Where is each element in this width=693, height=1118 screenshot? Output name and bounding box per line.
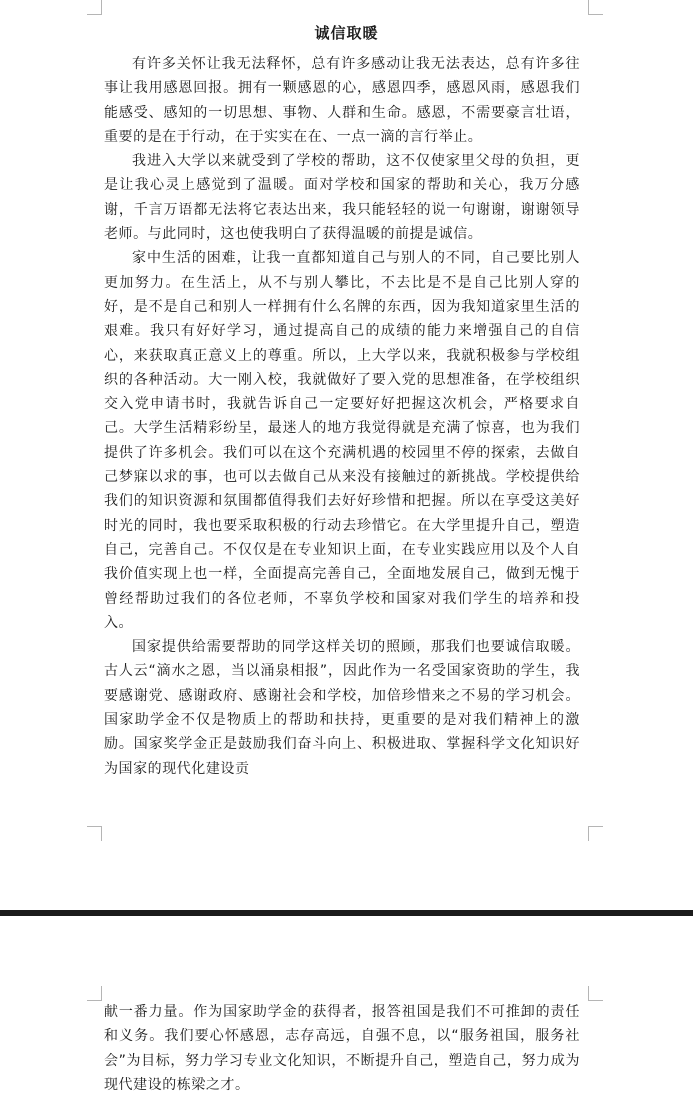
crop-mark-top-left xyxy=(87,0,102,15)
paragraph-4-continued: 献一番力量。作为国家助学金的获得者，报答祖国是我们不可推卸的责任和义务。我们要心怀感恩，志存高远，自强不息，以“服务祖国，服务社会”为目标，努力学习专业文化知识，不断提升自己，塑造自己，努力成为现代建设的栋梁之才。 xyxy=(104,1004,580,1093)
crop-mark-top-right xyxy=(588,986,603,1001)
crop-mark-top-left xyxy=(87,986,102,1001)
document-body xyxy=(104,52,580,781)
crop-mark-bottom-left xyxy=(87,826,102,841)
paragraph-4: 国家提供给需要帮助的同学这样关切的照顾，那我们也要诚信取暖。古人云“滴水之恩，当以涌泉相报”，因此作为一名受国家资助的学生，我要感谢党、感谢政府、感谢社会和学校，加倍珍惜来之不易的学习机会。国家助学金不仅是物质上的帮助和扶持，更重要的是对我们精神上的激励。国家奖学金正是鼓励我们奋斗向上、积极进取、掌握科学文化知识好为国家的现代化建设贡 xyxy=(104,639,580,777)
document-body-continued xyxy=(104,1000,580,1097)
paragraph-1: 有许多关怀让我无法释怀，总有许多感动让我无法表达，总有许多往事让我用感恩回报。拥有一颗感恩的心，感恩四季，感恩风雨，感恩我们能感受、感知的一切思想、事物、人群和生命。感恩，不需要豪言壮语，重要的是在于行动，在于实实在在、一点一滴的言行举止。 xyxy=(104,56,580,145)
crop-mark-top-right xyxy=(588,0,603,15)
document-page-2 xyxy=(0,916,693,1118)
crop-mark-bottom-right xyxy=(588,826,603,841)
paragraph-3: 家中生活的困难，让我一直都知道自己与别人的不同，自己要比别人更加努力。在生活上，从不与别人攀比，不去比是不是自己比别人穿的好，是不是自己和别人一样拥有什么名牌的东西，因为我知道家里生活的艰难。我只有好好学习，通过提高自己的成绩的能力来增强自己的自信心，来获取真正意义上的尊重。所以，上大学以来，我就积极参与学校组织的各种活动。大一刚入校，我就做好了要入党的思想准备，在学校组织交入党申请书时，我就告诉自己一定要好好把握这次机会，严格要求自己。大学生活精彩纷呈，最迷人的地方我觉得就是充满了惊喜，也为我们提供了许多机会。我们可以在这个充满机遇的校园里不停的探索，去做自己梦寐以求的事，也可以去做自己从来没有接触过的新挑战。学校提供给我们的知识资源和氛围都值得我们去好好珍惜和把握。所以在享受这美好时光的同时，我也要采取积极的行动去珍惜它。在大学里提升自己，塑造自己，完善自己。不仅仅是在专业知识上面，在专业实践应用以及个人自我价值实现上也一样，全面提高完善自己，全面地发展自己，做到无愧于曾经帮助过我们的各位老师，不辜负学校和国家对我们学生的培养和投入。 xyxy=(104,250,580,631)
document-title: 诚信取暖 xyxy=(314,24,379,42)
paragraph-2: 我进入大学以来就受到了学校的帮助，这不仅使家里父母的负担，更是让我心灵上感觉到了温暖。面对学校和国家的帮助和关心，我万分感谢，千言万语都无法将它表达出来，我只能轻轻的说一句谢谢，谢谢领导老师。与此同时，这也使我明白了获得温暖的前提是诚信。 xyxy=(104,153,580,243)
